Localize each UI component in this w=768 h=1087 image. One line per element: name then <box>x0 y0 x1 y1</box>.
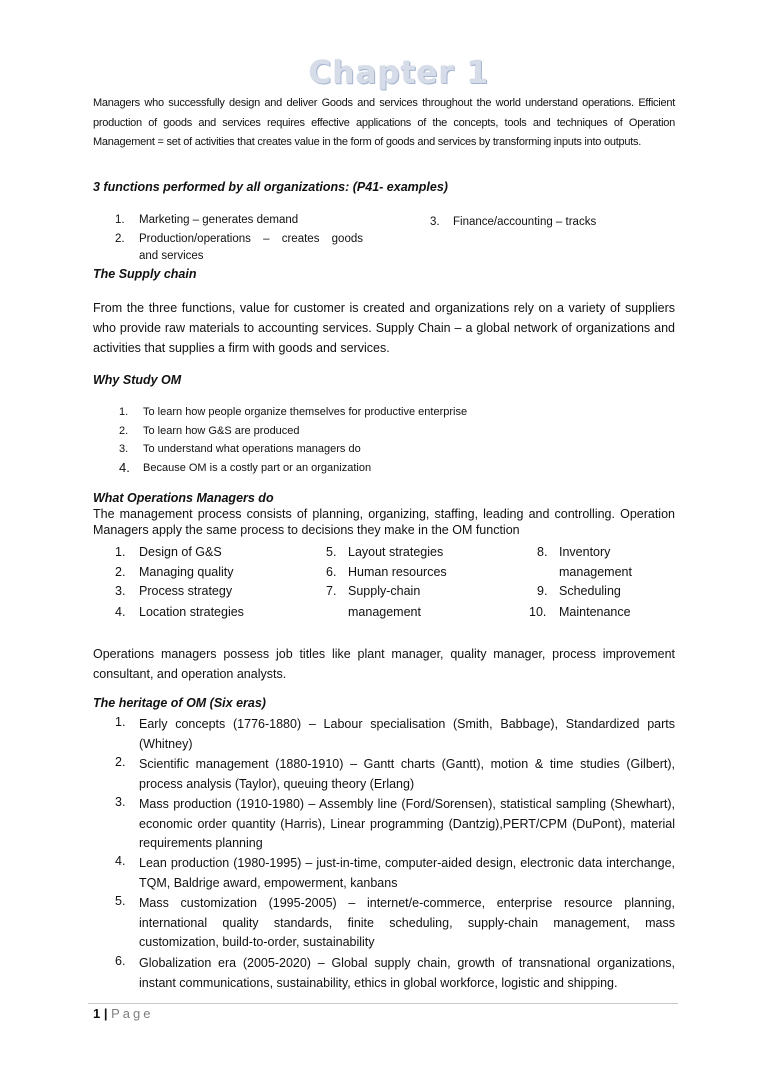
list-number: 9. <box>537 584 548 598</box>
list-item: Design of G&S <box>139 545 222 559</box>
list-number: 3. <box>430 216 440 228</box>
list-item: Lean production (1980-1995) – just-in-time, computer-aided design, electronic data interchange, TQM, Baldrige award, empowerment, kanbans <box>139 856 675 890</box>
list-item: Scientific management (1880-1910) – Gantt charts (Gantt), motion & time studies (Gilbert), process analysis (Taylor), queuing theory (Erlang) <box>139 757 675 791</box>
list-item: Early concepts (1776-1880) – Labour specialisation (Smith, Babbage), Standardized parts (Whitney) <box>139 717 675 751</box>
list-item: Finance/accounting – tracks <box>453 216 597 228</box>
list-item: Globalization era (2005-2020) – Global supply chain, growth of transnational organizations, instant communications, sustainability, ethics in global workforce, logistic and shipping. <box>139 956 675 990</box>
list-item: Production/operations – creates goods <box>139 233 363 245</box>
list-number: 4. <box>115 854 126 868</box>
page-word: Page <box>111 1006 154 1021</box>
list-item: Supply-chain <box>348 584 421 598</box>
list-item: Maintenance <box>559 605 631 619</box>
list-number: 1. <box>115 545 126 559</box>
page-footer <box>93 1006 154 1021</box>
ops-managers-paragraph: The management process consists of planning, organizing, staffing, leading and controlling. Operation Managers apply the same process to decisions they make in the OM function <box>93 507 675 537</box>
list-number: 10. <box>529 605 547 619</box>
list-item: Layout strategies <box>348 545 444 559</box>
why-study-heading: Why Study OM <box>93 373 182 387</box>
list-number: 6. <box>326 565 337 579</box>
list-item: To understand what operations managers do <box>143 443 361 455</box>
list-item: Scheduling <box>559 584 621 598</box>
list-number: 2. <box>119 425 129 437</box>
list-number: 1. <box>115 214 125 226</box>
list-item: Marketing – generates demand <box>139 214 299 226</box>
list-number: 5. <box>326 545 337 559</box>
list-number: 3. <box>119 443 129 455</box>
list-number: 3. <box>115 584 126 598</box>
list-item: Mass customization (1995-2005) – internet/e-commerce, enterprise resource planning, international quality standards, finite scheduling, supply-chain management, mass customization, build-to-order, sustainability <box>139 896 675 949</box>
list-item: Human resources <box>348 565 447 579</box>
list-item: Managing quality <box>139 565 234 579</box>
chapter-title: Chapter 1 <box>308 55 490 91</box>
functions-heading: 3 functions performed by all organizations: (P41- examples) <box>93 180 448 194</box>
list-item: management <box>559 565 632 579</box>
intro-paragraph: Managers who successfully design and deliver Goods and services throughout the world understand operations. Efficient production of goods and services requires effective applications of the concepts, tools and techniques of Operation Management = set of activities that creates value in the form of goods and services by transforming inputs into outputs. <box>93 97 675 148</box>
list-item: Process strategy <box>139 584 233 598</box>
footer-separator: | <box>103 1006 108 1021</box>
list-number: 4. <box>115 605 126 619</box>
list-number: 8. <box>537 545 548 559</box>
list-item: management <box>348 605 421 619</box>
ops-jobs-paragraph: Operations managers possess job titles like plant manager, quality manager, process improvement consultant, and operation analysts. <box>93 647 675 681</box>
list-item: To learn how people organize themselves for productive enterprise <box>143 406 468 418</box>
ops-managers-heading: What Operations Managers do <box>93 491 274 505</box>
list-number: 7. <box>326 584 337 598</box>
list-number: 4. <box>119 460 130 475</box>
list-number: 2. <box>115 755 126 769</box>
list-number: 2. <box>115 565 126 579</box>
list-number: 1. <box>119 406 129 418</box>
list-item: Inventory <box>559 545 611 559</box>
list-number: 3. <box>115 795 126 809</box>
footer-divider <box>88 1003 678 1004</box>
list-number: 1. <box>115 715 126 729</box>
list-item: To learn how G&S are produced <box>143 425 300 437</box>
list-number: 6. <box>115 954 126 968</box>
list-item: Location strategies <box>139 605 244 619</box>
list-item: and services <box>139 250 204 262</box>
page-number: 1 <box>93 1006 101 1021</box>
supply-chain-paragraph: From the three functions, value for customer is created and organizations rely on a variety of suppliers who provide raw materials to accounting services. Supply Chain – a global network of organizations and activities that supplies a firm with goods and services. <box>93 301 675 355</box>
list-item: Because OM is a costly part or an organization <box>143 462 372 474</box>
heritage-heading: The heritage of OM (Six eras) <box>93 696 266 710</box>
list-number: 5. <box>115 894 126 908</box>
list-item: Mass production (1910-1980) – Assembly line (Ford/Sorensen), statistical sampling (Shewhart), economic order quantity (Harris), Linear programming (Dantzig),PERT/CPM (DuPont), material requirements planning <box>139 797 675 850</box>
list-number: 2. <box>115 233 125 245</box>
supply-chain-heading: The Supply chain <box>93 267 197 281</box>
